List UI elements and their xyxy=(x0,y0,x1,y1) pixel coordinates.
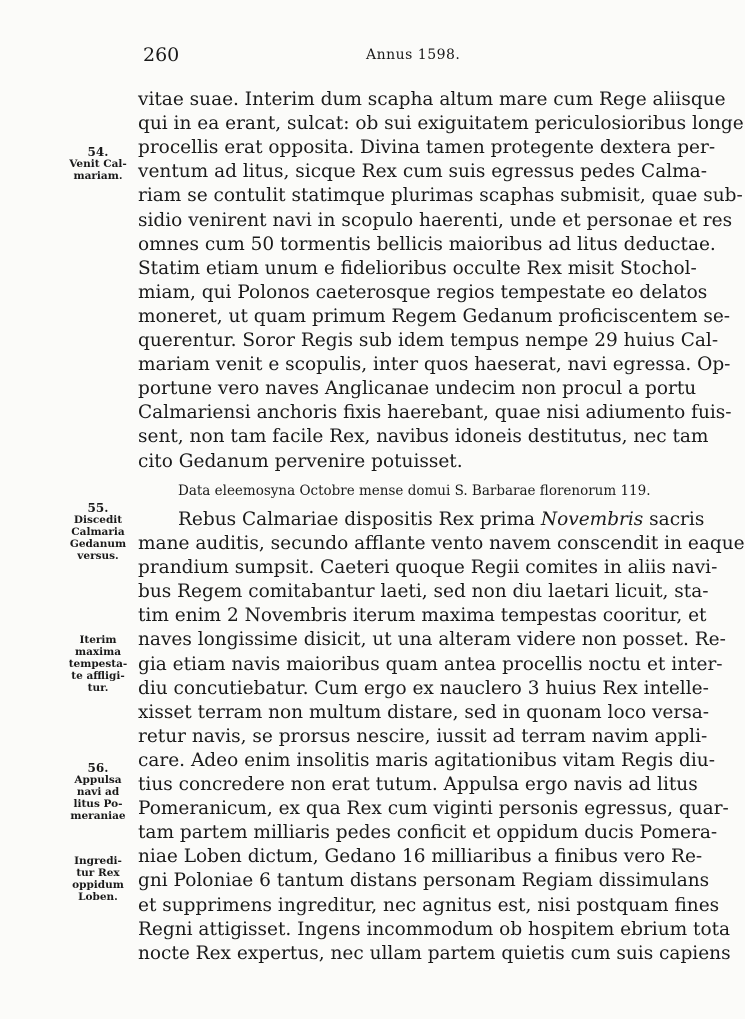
side-note-text: Discedit Calmaria Gedanum versus. xyxy=(69,514,127,562)
text-line: cito Gedanum pervenire potuisset. xyxy=(138,450,463,472)
text-line: care. Adeo enim insolitis maris agitationibus vitam Regis diu- xyxy=(138,749,715,771)
text-line: procellis erat opposita. Divina tamen protegente dextera per- xyxy=(138,137,716,159)
text-run: sacris xyxy=(643,509,705,530)
text-line: niae Loben dictum, Gedano 16 milliaribus a finibus vero Re- xyxy=(138,846,703,868)
text-line: sidio venirent navi in scopulo haerenti, unde et personae et res xyxy=(138,209,733,231)
text-line: prandium sumpsit. Caeteri quoque Regii comites in aliis navi- xyxy=(138,557,718,579)
side-note-number: 55. xyxy=(87,501,109,515)
text-line: qui in ea erant, sulcat: ob sui exiguitatem periculosioribus longe xyxy=(138,113,744,135)
side-note-54 xyxy=(60,146,136,182)
page-header xyxy=(0,44,720,68)
side-note-55 xyxy=(60,502,136,562)
side-note-text: Iterim maxima tempesta- te affligi- tur. xyxy=(68,634,128,694)
running-title: Annus 1598. xyxy=(366,47,461,63)
text-line: mariam venit e scopulis, inter quos haeserat, navi egressa. Op- xyxy=(138,354,731,376)
text-line: tim enim 2 Novembris iterum maxima tempestas cooritur, et xyxy=(138,605,707,627)
text-line: Regni attigisset. Ingens incommodum ob hospitem ebrium tota xyxy=(138,918,731,940)
side-note-tempest xyxy=(60,634,136,694)
text-line: Calmariensi anchoris fixis haerebant, quae nisi adiumento fuis- xyxy=(138,402,732,424)
paragraph-55-first-line xyxy=(138,508,705,532)
text-run: Rebus Calmariae dispositis Rex prima xyxy=(178,509,541,530)
side-note-text: Venit Cal- mariam. xyxy=(69,158,127,182)
text-line: gni Poloniae 6 tantum distans personam Regiam dissimulans xyxy=(138,870,710,892)
text-line: portune vero naves Anglicanae undecim non procul a portu xyxy=(138,378,697,400)
text-line: mane auditis, secundo afflante vento navem conscendit in eaque xyxy=(138,533,745,554)
italic-word: Novembris xyxy=(540,509,644,530)
text-line: querentur. Soror Regis sub idem tempus nempe 29 huius Cal- xyxy=(138,330,719,351)
text-line: naves longissime disicit, ut una alteram videre non posset. Re- xyxy=(138,629,726,651)
text-line: nocte Rex expertus, nec ullam partem quietis cum suis capiens xyxy=(138,942,731,964)
side-note-number: 56. xyxy=(87,761,109,775)
text-line: retur navis, se prorsus nescire, iussit ad terram navim appli- xyxy=(138,725,708,747)
text-line: gia etiam navis maioribus quam antea procellis noctu et inter- xyxy=(138,653,723,675)
page-number: 260 xyxy=(143,44,180,66)
text-line: vitae suae. Interim dum scapha altum mare cum Rege aliisque xyxy=(138,89,726,110)
text-line: moneret, ut quam primum Regem Gedanum proficiscentem se- xyxy=(138,305,731,327)
text-line: et supprimens ingreditur, nec agnitus est, nisi postquam fines xyxy=(138,894,720,916)
side-note-56 xyxy=(60,762,136,822)
text-line: xisset terram non multum distare, sed in quonam loco versa- xyxy=(138,701,709,723)
text-line: tam partem milliaris pedes conficit et oppidum ducis Pomera- xyxy=(138,822,718,844)
side-note-text: Ingredi- tur Rex oppidum Loben. xyxy=(72,855,124,903)
side-note-number: 54. xyxy=(87,145,109,159)
text-line: Pomeranicum, ex qua Rex cum viginti personis egressus, quar- xyxy=(138,798,729,820)
text-line: ventum ad litus, sicque Rex cum suis egressus pedes Calma- xyxy=(138,161,707,183)
text-line: diu concutiebatur. Cum ergo ex nauclero 3 huius Rex intelle- xyxy=(138,677,709,699)
text-line: miam, qui Polonos caeterosque regios tempestate eo delatos xyxy=(138,281,708,303)
side-note-loben xyxy=(60,855,136,903)
donation-note: Data eleemosyna Octobre mense domui S. Barbarae florenorum 119. xyxy=(178,483,651,499)
text-line: bus Regem comitabantur laeti, sed non diu laetari licuit, sta- xyxy=(138,581,709,603)
side-note-text: Appulsa navi ad litus Po- meraniae xyxy=(70,774,126,822)
text-line: riam se contulit statimque plurimas scaphas submisit, quae sub- xyxy=(138,185,743,207)
text-line: omnes cum 50 tormentis bellicis maioribus ad litus deductae. xyxy=(138,233,716,255)
text-line: tius concredere non erat tutum. Appulsa ergo navis ad litus xyxy=(138,774,698,795)
text-line: sent, non tam facile Rex, navibus idoneis destitutus, nec tam xyxy=(138,426,709,448)
text-line: Statim etiam unum e fidelioribus occulte Rex misit Stochol- xyxy=(138,257,697,279)
